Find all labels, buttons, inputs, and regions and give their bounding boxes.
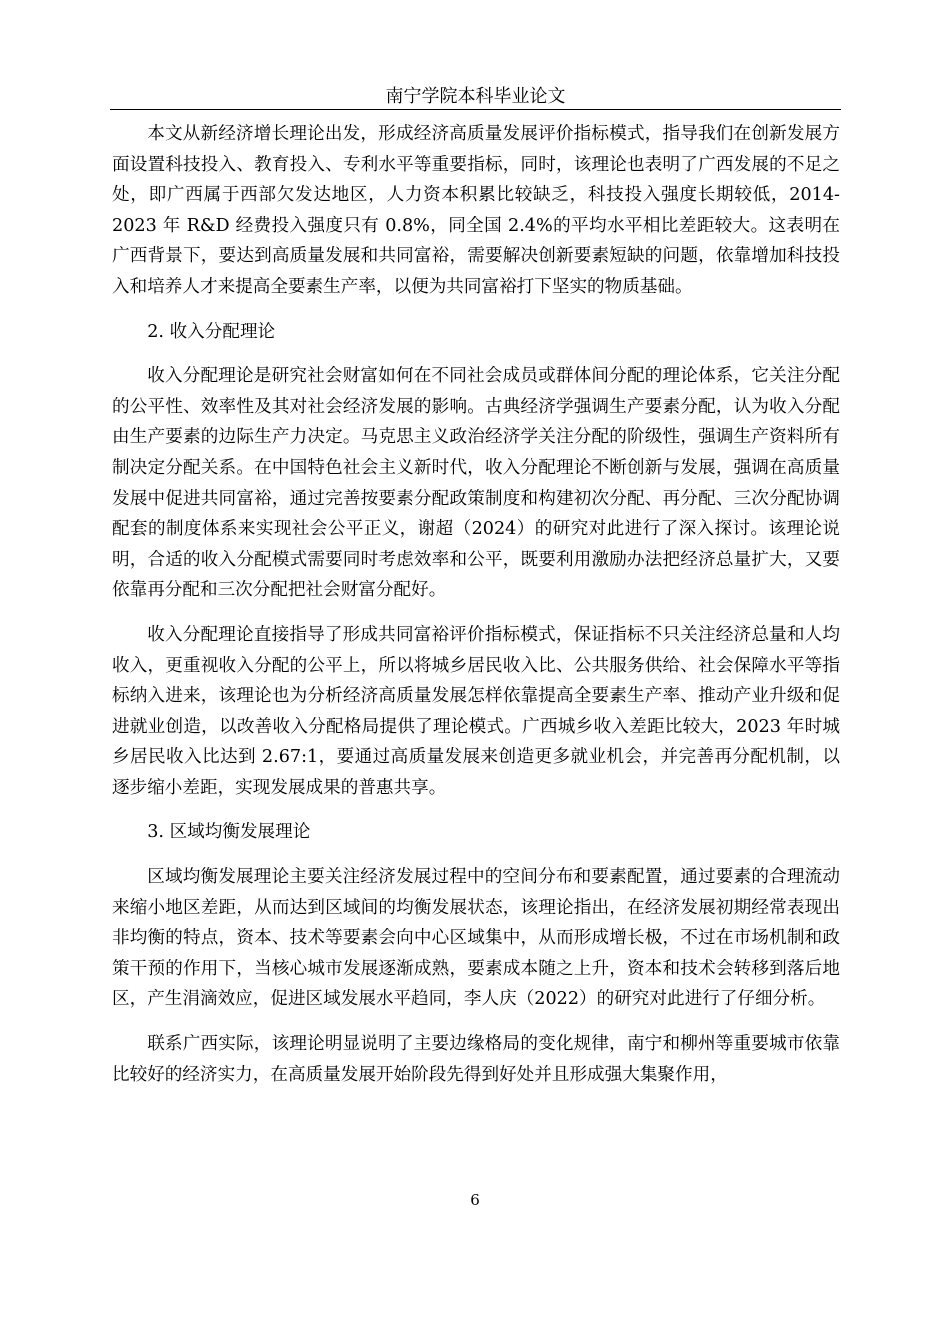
paragraph-income-distribution-1: 收入分配理论是研究社会财富如何在不同社会成员或群体间分配的理论体系，它关注分配的公平性、效率性及其对社会经济发展的影响。古典经济学强调生产要素分配，认为收入分配由生产要素的边际生产力决定。马克思主义政治经济学关注分配的阶级性，强调生产资料所有制决定分配关系。在中国特色社会主义新时代，收入分配理论不断创新与发展，强调在高质量发展中促进共同富裕，通过完善按要素分配政策制度和构建初次分配、再分配、三次分配协调配套的制度体系来实现社会公平正义，谢超（2024）的研究对此进行了深入探讨。该理论说明，合适的收入分配模式需要同时考虑效率和公平，既要利用激励办法把经济总量扩大，又要依靠再分配和三次分配把社会财富分配好。 [112, 366, 840, 601]
section-heading-regional-balance: 3. 区域均衡发展理论 [147, 822, 311, 843]
page-number: 6 [470, 1191, 480, 1209]
paragraph-regional-balance-2: 联系广西实际，该理论明显说明了主要边缘格局的变化规律，南宁和柳州等重要城市依靠比较好的经济实力，在高质量发展开始阶段先得到好处并且形成强大集聚作用， [112, 1034, 840, 1085]
paragraph-income-distribution-2: 收入分配理论直接指导了形成共同富裕评价指标模式，保证指标不只关注经济总量和人均收入，更重视收入分配的公平上，所以将城乡居民收入比、公共服务供给、社会保障水平等指标纳入进来，该理论也为分析经济高质量发展怎样依靠提高全要素生产率、推动产业升级和促进就业创造，以改善收入分配格局提供了理论模式。广西城乡收入差距比较大，2023 年时城乡居民收入比达到 2.67:1，要通过高质量发展来创造更多就业机会，并完善再分配机制，以逐步缩小差距，实现发展成果的普惠共享。 [112, 624, 840, 798]
running-header: 南宁学院本科毕业论文 [385, 86, 566, 107]
body-text [112, 119, 840, 1090]
paragraph-theory-growth: 本文从新经济增长理论出发，形成经济高质量发展评价指标模式，指导我们在创新发展方面设置科技投入、教育投入、专利水平等重要指标，同时，该理论也表明了广西发展的不足之处，即广西属于西部欠发达地区，人力资本积累比较缺乏，科技投入强度长期较低，2014-2023 年 R&D 经费投入强度只有 0.8%，同全国 2.4%的平均水平相比差距较大。这表明在广西背景下，要达到高质量发展和共同富裕，需要解决创新要素短缺的问题，依靠增加科技投入和培养人才来提高全要素生产率，以便为共同富裕打下坚实的物质基础。 [112, 124, 840, 297]
header-rule [110, 109, 841, 110]
paragraph-regional-balance-1: 区域均衡发展理论主要关注经济发展过程中的空间分布和要素配置，通过要素的合理流动来缩小地区差距，从而达到区域间的均衡发展状态，该理论指出，在经济发展初期经常表现出非均衡的特点，资本、技术等要素会向中心区域集中，从而形成增长极，不过在市场机制和政策干预的作用下，当核心城市发展逐渐成熟，要素成本随之上升，资本和技术会转移到落后地区，产生涓滴效应，促进区域发展水平趋同，李人庆（2022）的研究对此进行了仔细分析。 [112, 867, 840, 1010]
section-heading-income-distribution: 2. 收入分配理论 [147, 321, 276, 342]
